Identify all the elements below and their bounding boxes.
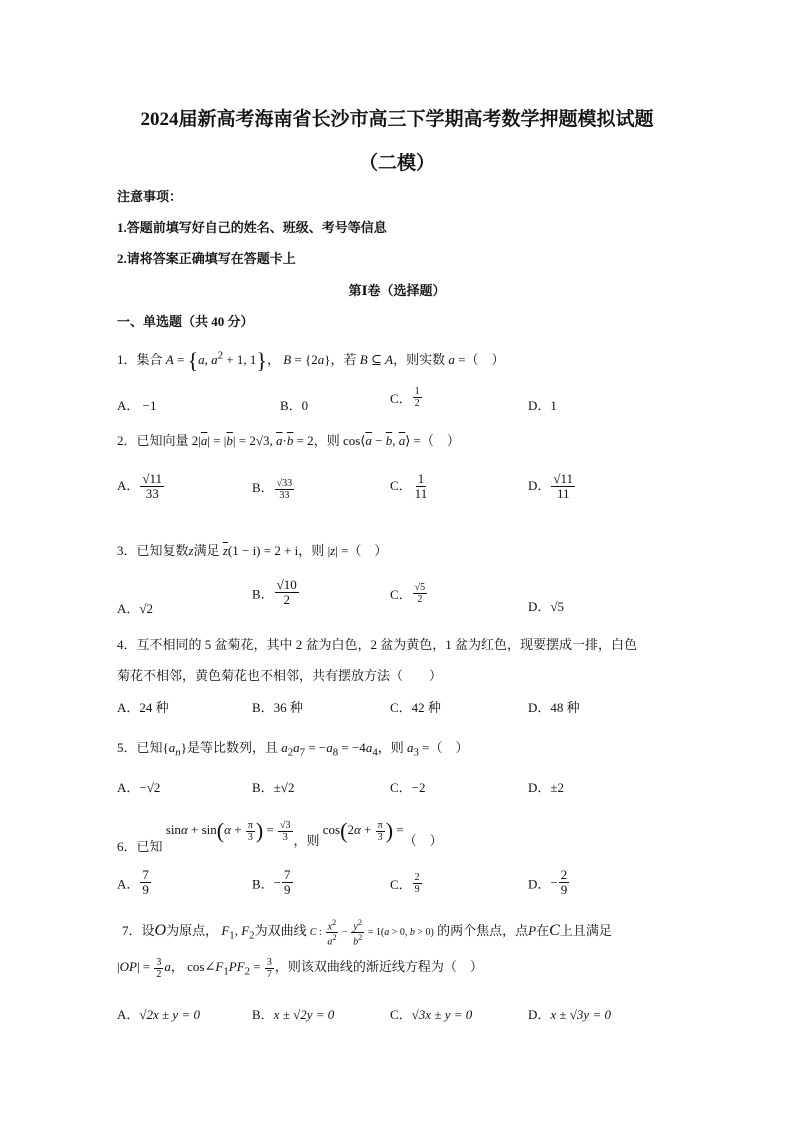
- q4-option-d[interactable]: D．48 种: [528, 700, 580, 715]
- q3-option-b[interactable]: B． $\frac{√10}{2}$: [252, 577, 297, 608]
- q7-option-d[interactable]: D．x ± √3y = 0: [528, 1007, 611, 1022]
- q2-option-d[interactable]: D． $\frac{√11}{11}$: [528, 471, 574, 502]
- q1-option-d[interactable]: D．1: [528, 398, 557, 413]
- q7-option-b[interactable]: B．x ± √2y = 0: [252, 1007, 335, 1022]
- question-7-line-2: |OP| = $\frac{3}{2}$ a， $\cos\angle F_1PF_2$ = $\frac{3}{7}$ ，则该双曲线的渐近线方程为（ ）: [117, 956, 483, 980]
- section-title: 第Ⅰ卷（选择题）: [348, 283, 446, 298]
- question-6: 6．已知 sinα + sin(α + $\frac{\pi}{3}$ ) = $\frac{√3}{3}$ ，则 cos(2α + $\frac{\pi}{3}$ ) =（ ）: [117, 818, 443, 854]
- q2-option-c[interactable]: C． $\frac{1}{11}$: [390, 471, 428, 502]
- notice-heading: 注意事项：: [117, 189, 183, 204]
- q1-suffix: ，则实数: [393, 351, 446, 367]
- q5-option-b[interactable]: B．±√2: [252, 780, 295, 795]
- q7-option-a[interactable]: A．√2x ± y = 0: [117, 1007, 200, 1022]
- notice-item-1: 1.答题前填写好自己的姓名、班级、考号等信息: [117, 220, 387, 235]
- page-subtitle: （二模）: [358, 153, 435, 174]
- q3-option-c[interactable]: C． $\frac{√5}{2}$: [390, 582, 426, 605]
- page-title: 2024届新高考海南省长沙市高三下学期高考数学押题模拟试题: [140, 109, 654, 130]
- q6-option-c[interactable]: C． $\frac{2}{9}$: [390, 872, 420, 895]
- question-4-line-1: 4．互不相同的 5 盆菊花，其中 2 盆为白色，2 盆为黄色，1 盆为红色，现要摆成一排，白色: [117, 637, 638, 652]
- q1-option-b[interactable]: B．0: [280, 398, 309, 413]
- notice-item-2: 2.请将答案正确填写在答题卡上: [117, 251, 296, 266]
- q6-option-a[interactable]: A． $\frac{7}{9}$: [117, 867, 149, 898]
- question-1: 1．集合 A = {a, $a^2 + 1$, 1}， B = {2a}，若 B ⊆ A，则实数 a =（ ）: [117, 348, 505, 373]
- question-3: 3．已知复数z满足 $\overline{z}(1 - i) = 2 + i$，则 |z| =（ ）: [117, 543, 388, 558]
- question-7-line-1: 7．设O为原点， $F_1$, $F_2$为双曲线 C : $\frac{x^2}{a^2}$ − $\frac{y^2}{b^2}$ = 1(a > 0, b > 0) 的两个焦点，点P在C上且满足: [122, 918, 612, 948]
- question-2: 2．已知向量 $2|\overline{a}| = |\overline{b}| = 2√3$, $\overline{a}\cdot\overline{b} = 2$，则 $\cos⟨\overline{a} - \overline{b}$, $\overline{a}⟩$ =（ ）: [117, 433, 460, 448]
- q5-option-c[interactable]: C．−2: [390, 780, 426, 795]
- q1-set-a: A: [165, 351, 174, 367]
- q6-option-b[interactable]: B．− $\frac{7}{9}$: [252, 867, 291, 898]
- q2-option-b[interactable]: B． $\frac{√33}{33}$: [252, 477, 293, 501]
- q5-option-d[interactable]: D．±2: [528, 780, 565, 795]
- q1-end: （ ）: [465, 351, 505, 367]
- q1-prefix: 1．集合: [117, 351, 163, 367]
- q1-option-c[interactable]: C． $\frac{1}{2}$: [390, 386, 420, 409]
- part-title: 一、单选题（共 40 分）: [117, 314, 254, 329]
- q4-option-b[interactable]: B．36 种: [252, 700, 303, 715]
- q7-option-c[interactable]: C．√3x ± y = 0: [390, 1007, 473, 1022]
- q6-option-d[interactable]: D．− $\frac{2}{9}$: [528, 867, 568, 898]
- q1-mid: ，若: [330, 351, 357, 367]
- q4-option-a[interactable]: A．24 种: [117, 700, 169, 715]
- q5-option-a[interactable]: A．−√2: [117, 780, 161, 795]
- question-5: 5．已知$\{a_n\}$是等比数列，且 $a_2a_7 = -a_8 = -4a_4$，则 $a_3$ =（ ）: [117, 740, 469, 759]
- q3-option-a[interactable]: A．√2: [117, 601, 154, 616]
- question-4-line-2: 菊花不相邻，黄色菊花也不相邻，共有摆放方法（ ）: [117, 668, 443, 683]
- q2-option-a[interactable]: A． $\frac{√11}{33}$: [117, 471, 163, 502]
- q1-option-a[interactable]: A． −1: [117, 398, 157, 413]
- q3-option-d[interactable]: D．√5: [528, 599, 565, 614]
- q4-option-c[interactable]: C．42 种: [390, 700, 441, 715]
